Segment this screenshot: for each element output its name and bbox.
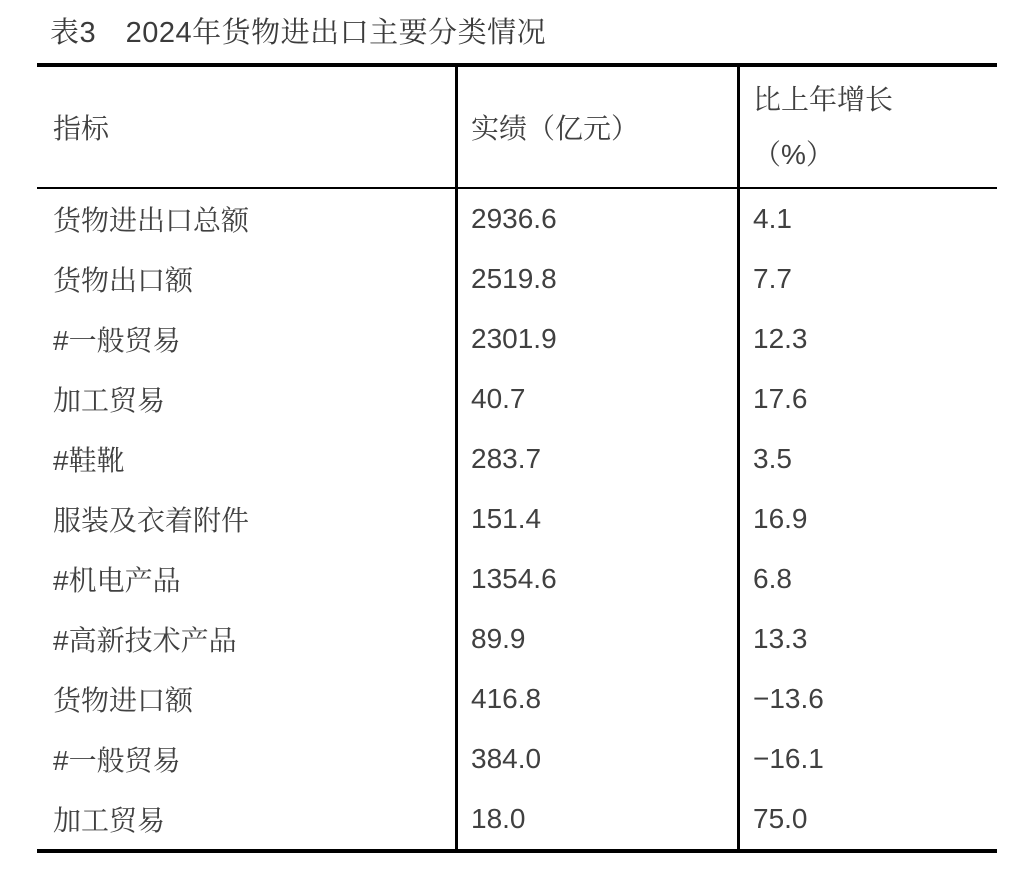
table-row (37, 609, 997, 669)
indicator-cell: #高新技术产品 (53, 625, 237, 656)
growth-cell: −16.1 (737, 729, 997, 789)
value-cell: 2936.6 (455, 189, 737, 249)
table-row (37, 789, 997, 849)
table-row (37, 489, 997, 549)
growth-cell: 16.9 (737, 489, 997, 549)
indicator-cell: #一般贸易 (53, 745, 181, 776)
col-header-growth-line1: 比上年增长 (753, 84, 894, 115)
table-row (37, 429, 997, 489)
col-header-indicator: 指标 (53, 113, 110, 144)
indicator-cell: 货物出口额 (53, 265, 194, 296)
value-cell: 283.7 (455, 429, 737, 489)
indicator-cell: 货物进出口总额 (53, 205, 250, 236)
growth-cell: 4.1 (737, 189, 997, 249)
table-row (37, 189, 997, 249)
growth-cell: 12.3 (737, 309, 997, 369)
value-cell: 1354.6 (455, 549, 737, 609)
growth-cell: 3.5 (737, 429, 997, 489)
growth-cell: 17.6 (737, 369, 997, 429)
indicator-cell: 服装及衣着附件 (53, 505, 250, 536)
value-cell: 2519.8 (455, 249, 737, 309)
col-header-growth-line2: （%） (753, 139, 834, 170)
growth-cell: 13.3 (737, 609, 997, 669)
col-header-value: 实绩（亿元） (455, 67, 737, 187)
table-row (37, 309, 997, 369)
table-row (37, 369, 997, 429)
indicator-cell: 货物进口额 (53, 685, 194, 716)
table-row (37, 549, 997, 609)
growth-cell: 75.0 (737, 789, 997, 849)
indicator-cell: 加工贸易 (53, 805, 166, 836)
table-row (37, 729, 997, 789)
table-row (37, 249, 997, 309)
value-cell: 151.4 (455, 489, 737, 549)
table-row (37, 669, 997, 729)
header-row (37, 67, 997, 189)
value-cell: 2301.9 (455, 309, 737, 369)
value-cell: 384.0 (455, 729, 737, 789)
indicator-cell: #鞋靴 (53, 445, 125, 476)
value-cell: 18.0 (455, 789, 737, 849)
table-title: 表3 2024年货物进出口主要分类情况 (50, 17, 547, 49)
trade-table (37, 63, 997, 853)
growth-cell: −13.6 (737, 669, 997, 729)
indicator-cell: #一般贸易 (53, 325, 181, 356)
value-cell: 416.8 (455, 669, 737, 729)
indicator-cell: #机电产品 (53, 565, 181, 596)
value-cell: 89.9 (455, 609, 737, 669)
col-header-growth (737, 67, 997, 187)
indicator-cell: 加工贸易 (53, 385, 166, 416)
growth-cell: 6.8 (737, 549, 997, 609)
value-cell: 40.7 (455, 369, 737, 429)
growth-cell: 7.7 (737, 249, 997, 309)
